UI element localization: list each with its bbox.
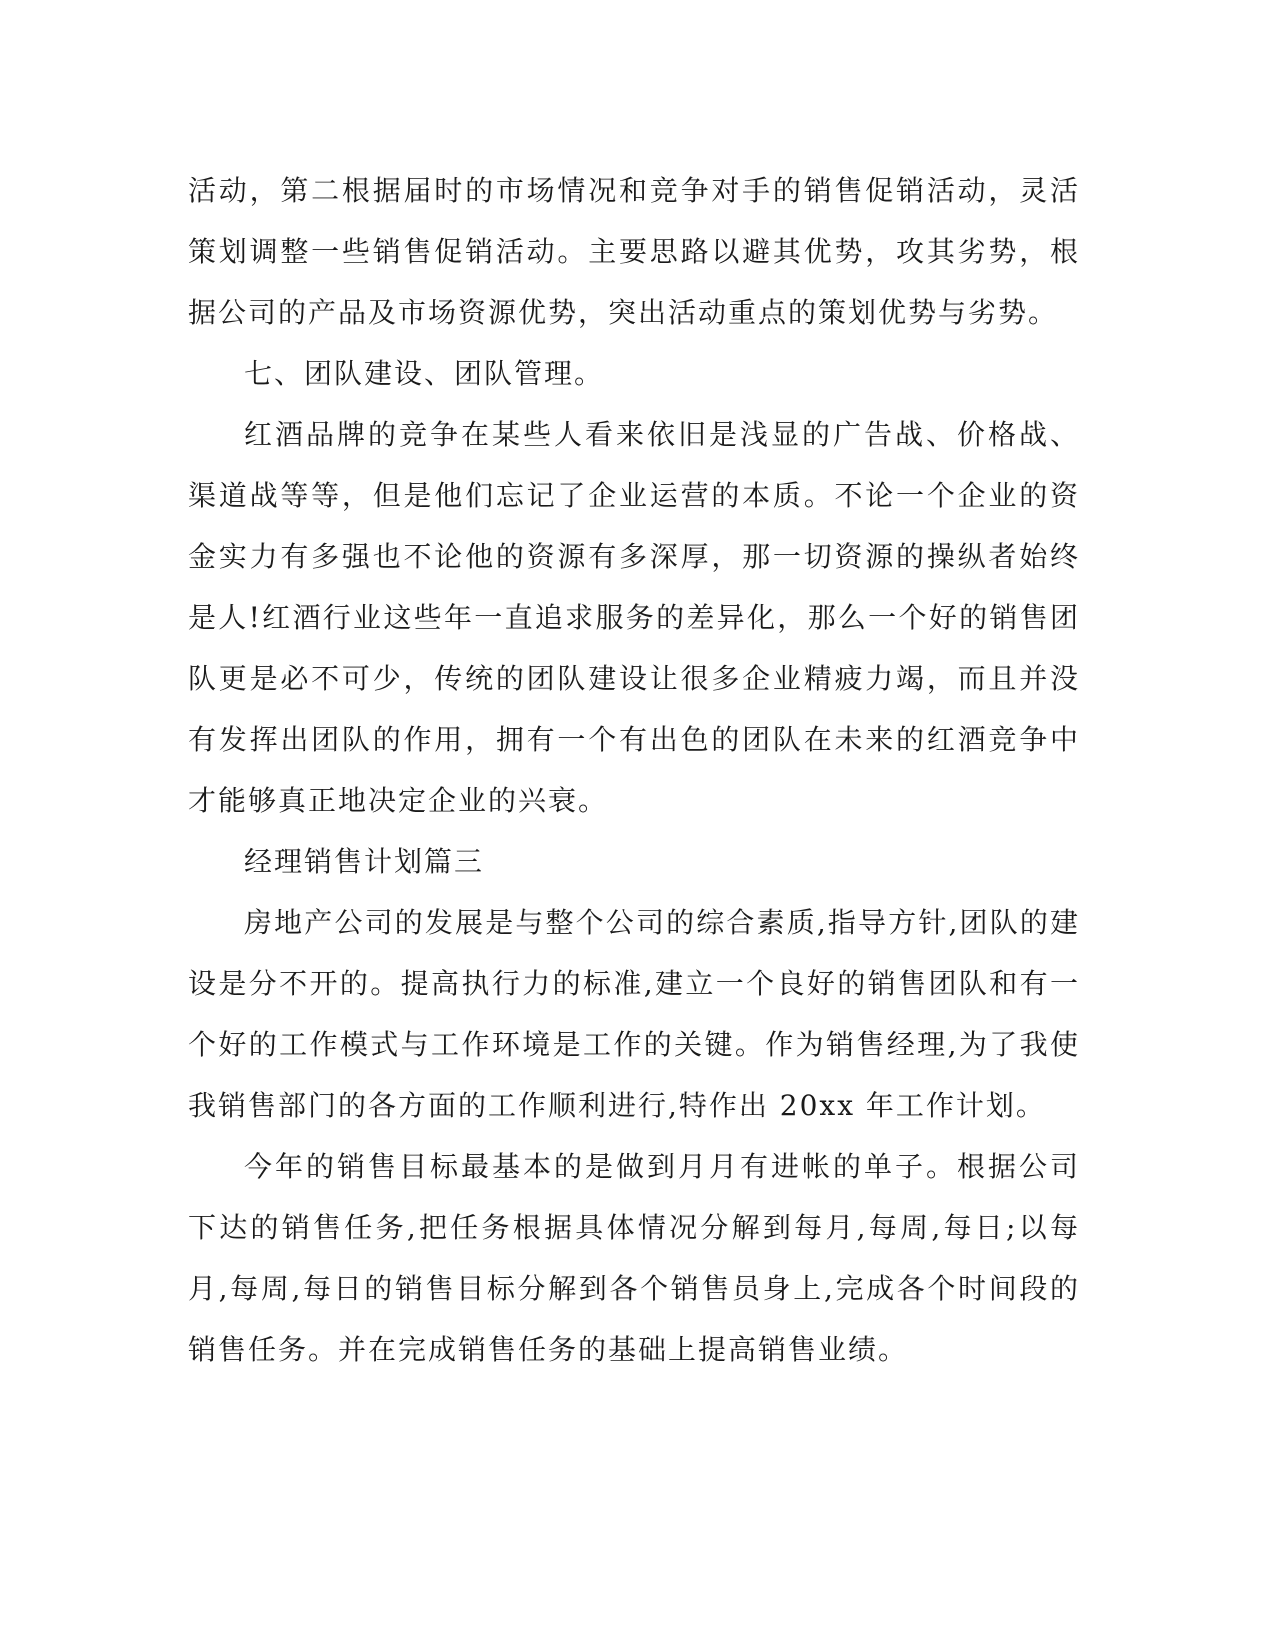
section-heading-manager-sales-plan-3: 经理销售计划篇三 [244,845,485,878]
section-heading-team-building: 七、团队建设、团队管理。 [244,357,605,390]
document-body [188,160,1080,1380]
paragraph-sales-target: 今年的销售目标最基本的是做到月月有进帐的单子。根据公司下达的销售任务,把任务根据具体情况分解到每月,每周,每日;以每月,每周,每日的销售目标分解到各个销售员身上,完成各个时间段的销售任务。并在完成销售任务的基础上提高销售业绩。 [188,1150,1080,1366]
paragraph-wine-brand-competition: 红酒品牌的竞争在某些人看来依旧是浅显的广告战、价格战、渠道战等等，但是他们忘记了企业运营的本质。不论一个企业的资金实力有多强也不论他的资源有多深厚，那一切资源的操纵者始终是人!红酒行业这些年一直追求服务的差异化，那么一个好的销售团队更是必不可少，传统的团队建设让很多企业精疲力竭，而且并没有发挥出团队的作用，拥有一个有出色的团队在未来的红酒竞争中才能够真正地决定企业的兴衰。 [188,418,1080,817]
paragraph-real-estate-development: 房地产公司的发展是与整个公司的综合素质,指导方针,团队的建设是分不开的。提高执行力的标准,建立一个良好的销售团队和有一个好的工作模式与工作环境是工作的关键。作为销售经理,为了我使我销售部门的各方面的工作顺利进行,特作出 20xx 年工作计划。 [188,906,1080,1122]
paragraph-promotion-planning: 活动，第二根据届时的市场情况和竞争对手的销售促销活动，灵活策划调整一些销售促销活动。主要思路以避其优势，攻其劣势，根据公司的产品及市场资源优势，突出活动重点的策划优势与劣势。 [188,174,1080,329]
